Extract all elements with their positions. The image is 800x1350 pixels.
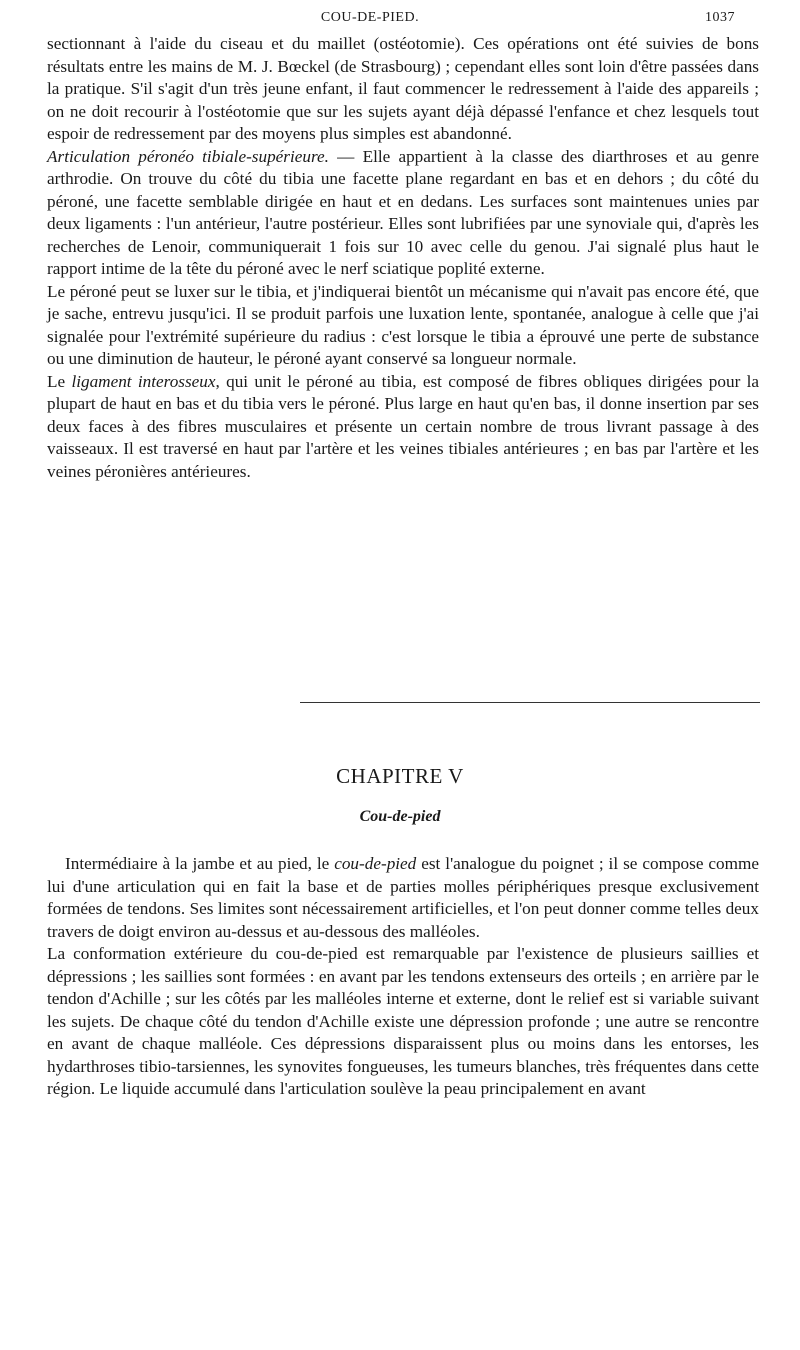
chapter-subtitle: Cou-de-pied xyxy=(359,808,441,825)
paragraph-interosseous-body: , qui unit le péroné au tibia, est composé de fibres obliques dirigées pour la plupart de haut en bas et du tibia vers le péroné. Plus large en haut qu'en bas, il donne insertion par ses deux faces à des fibres musculaires et présente un certain nombre de trous livrant passage à des vaisseaux. Il est traversé en haut par l'artère et les veines tibiales antérieures ; en bas par l'artère et les veines péronières antérieures. xyxy=(47,371,759,481)
paragraph-osteotomy: sectionnant à l'aide du ciseau et du maillet (ostéotomie). Ces opérations ont été suivies de bons résultats entre les mains de M. J. Bœckel (de Strasbourg) ; cependant elles sont loin d'être passées dans la pratique. S'il s'agit d'un très jeune enfant, il faut commencer le redressement à l'aide des appareils ; on ne doit recourir à l'ostéotomie que sur les sujets ayant déjà dépassé l'enfance et chez lesquels tout espoir de redressement par des moyens plus simples est abandonné. xyxy=(47,34,759,143)
paragraph-ankle-conformation: La conformation extérieure du cou-de-pied est remarquable par l'existence de plusieurs saillies et dépressions ; les saillies sont formées : en avant par les tendons extenseurs des orteils ; en arrière par le tendon d'Achille ; sur les côtés par les malléoles interne et externe, dont le relief est si variable suivant les sujets. De chaque côté du tendon d'Achille existe une dépression profonde ; une autre se rencontre en avant de chaque malléole. Ces dépressions disparaissent plus ou moins dans les entorses, les hydarthroses tibio-tarsiennes, les synovites fongueuses, les tumeurs blanches, très fréquentes dans cette région. Le liquide accumulé dans l'articulation soulève la peau principalement en avant xyxy=(47,944,759,1098)
paragraph-ankle-definition xyxy=(47,853,759,943)
paragraph-ankle-lead: Intermédiaire à la jambe et au pied, le xyxy=(65,854,335,873)
paragraph-interosseous-ligament xyxy=(47,371,759,484)
paragraph-tibiofibular-body: — Elle appartient à la classe des diarthroses et au genre arthrodie. On trouve du côté du tibia une facette plane regardant en bas et en dehors ; du côté du péroné, une facette semblable dirigée en haut et en dedans. Les surfaces sont maintenues unies par deux ligaments : l'un antérieur, l'autre postérieur. Elles sont lubrifiées par une synoviale qui, d'après les recherches de Lenoir, communiquerait 1 fois sur 10 avec celle du genou. J'ai signalé plus haut le rapport intime de la tête du péroné avec le nerf sciatique poplité externe. xyxy=(47,146,759,278)
section-fibula-text xyxy=(47,33,759,483)
chapter-title: CHAPITRE V xyxy=(336,764,464,788)
paragraph-ankle-body: est l'analogue du poignet ; il se compose comme lui d'une articulation qui en fait la base et de parties molles périphériques presque exclusivement formées de tendons. Ses limites sont nécessairement artificielles, et l'on peut donner comme telles deux travers de doigt environ au-dessus et au-dessous des malléoles. xyxy=(47,854,759,941)
term-interosseous-ligament: ligament interosseux xyxy=(71,371,216,391)
section-heading-tibiofibular: Articulation péronéo tibiale-supérieure. xyxy=(47,146,329,166)
running-title: COU-DE-PIED. xyxy=(320,10,420,25)
section-ankle-text xyxy=(47,853,759,1101)
section-divider xyxy=(300,702,760,703)
running-head xyxy=(0,8,800,30)
page-number: 1037 xyxy=(705,10,735,25)
paragraph-interosseous-lead: Le xyxy=(47,371,72,391)
paragraph-fibula-luxation: Le péroné peut se luxer sur le tibia, et j'indiquerai bientôt un mécanisme qui n'avait pas encore été, que je sache, entrevu jusqu'ici. Il se produit parfois une luxation lente, spontanée, analogue à celle que j'ai signalée pour l'extrémité supérieure du radius : c'est lorsque le tibia a éprouvé une perte de substance ou une diminution de hauteur, le péroné ayant conservé sa longueur normale. xyxy=(47,281,759,368)
paragraph-tibiofibular-joint xyxy=(47,146,759,281)
term-cou-de-pied: cou-de-pied xyxy=(334,854,417,873)
